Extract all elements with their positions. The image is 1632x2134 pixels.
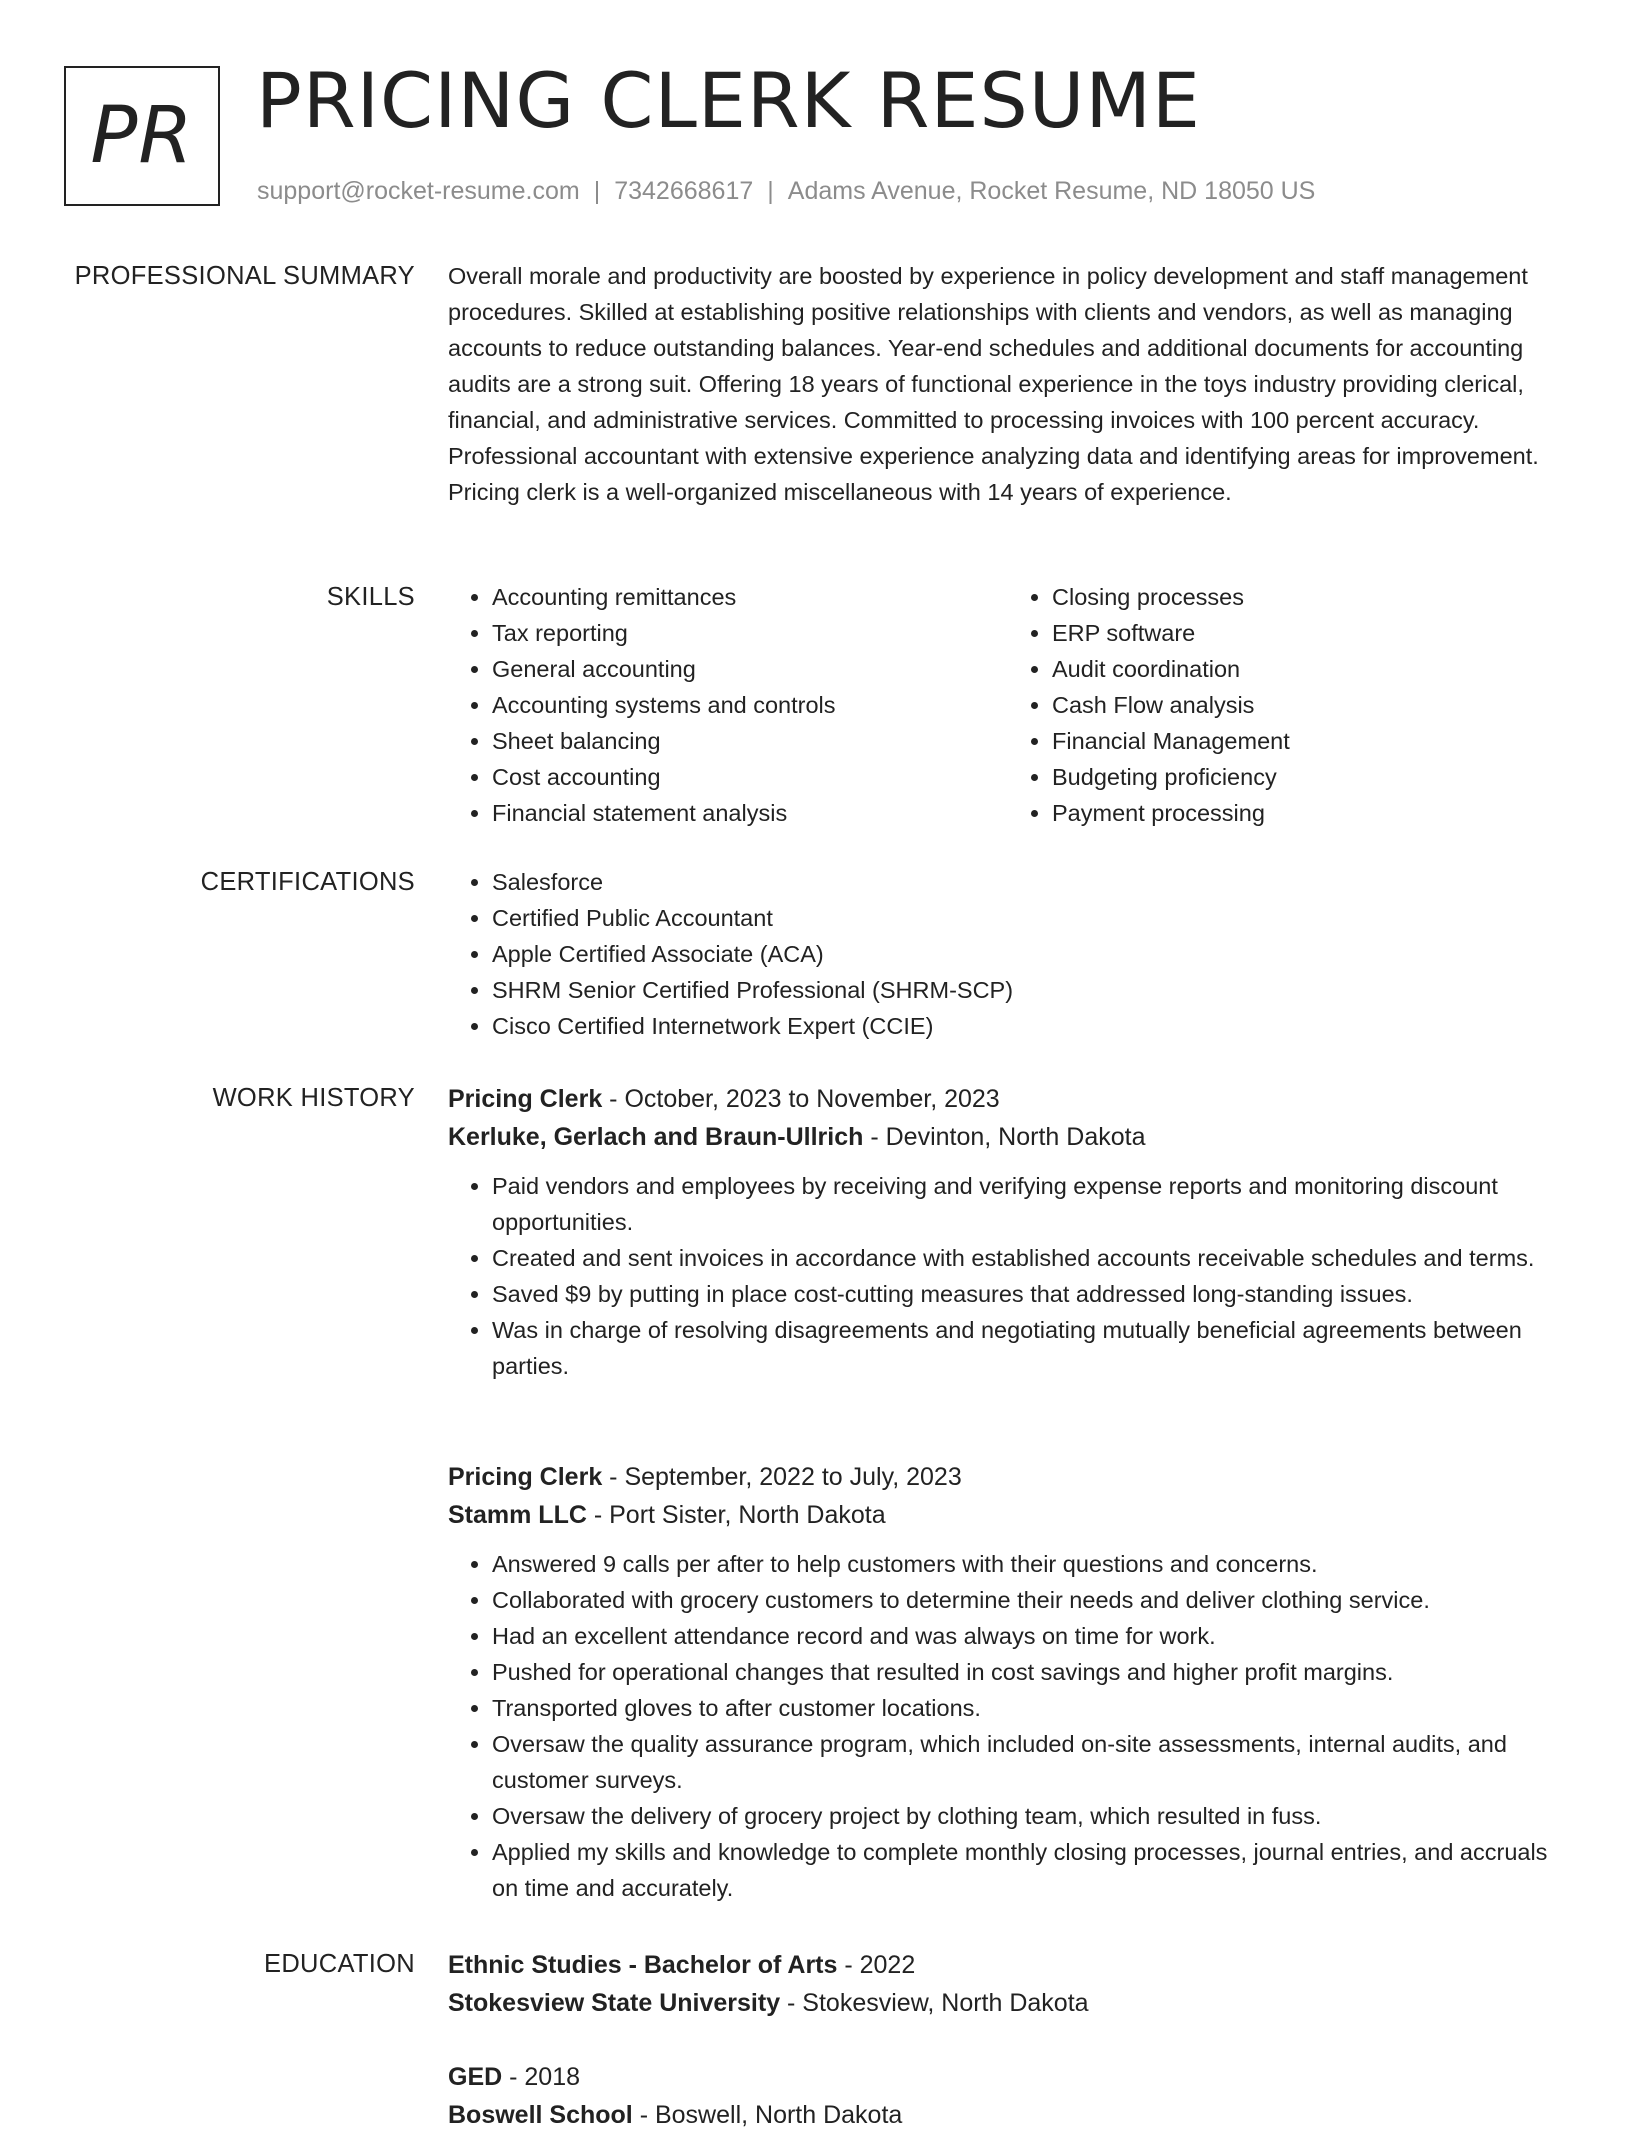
education-year: - 2018 (502, 2063, 581, 2091)
education-degree: GED (448, 2063, 503, 2091)
job-entry (448, 1080, 1568, 1384)
education-body (448, 1946, 1568, 2022)
section-label-skills: SKILLS (326, 583, 415, 611)
certification-item: • Certified Public Accountant (492, 900, 1568, 936)
job-bullet: • Pushed for operational changes that resulted in cost savings and higher profit margins. (492, 1654, 1568, 1690)
skill-item: • Accounting systems and controls (492, 687, 1008, 723)
contact-separator: | (593, 177, 601, 205)
job-bullet: • Created and sent invoices in accordance with established accounts receivable schedules and terms. (492, 1240, 1568, 1276)
job-bullet: • Oversaw the quality assurance program, which included on-site assessments, internal audits, and customer surveys. (492, 1726, 1568, 1798)
job-bullet: • Answered 9 calls per after to help customers with their questions and concerns. (492, 1546, 1568, 1582)
job-dates: - September, 2022 to July, 2023 (602, 1463, 962, 1491)
contact-email[interactable]: support@rocket-resume.com (257, 177, 580, 205)
contact-phone[interactable]: 7342668617 (614, 177, 754, 205)
job-bullet: • Collaborated with grocery customers to determine their needs and deliver clothing service. (492, 1582, 1568, 1618)
education-year: - 2022 (837, 1951, 916, 1979)
skills-list-left (448, 579, 1008, 831)
skill-item: • Financial Management (1052, 723, 1568, 759)
job-bullet: • Applied my skills and knowledge to complete monthly closing processes, journal entries, and accruals on time and accurately. (492, 1834, 1568, 1906)
skill-item: • Audit coordination (1052, 651, 1568, 687)
education-location: - Boswell, North Dakota (632, 2101, 903, 2129)
contact-separator: | (767, 177, 774, 205)
job-title: Pricing Clerk (448, 1085, 603, 1113)
skills-body (448, 579, 1568, 831)
job-bullet: • Was in charge of resolving disagreements and negotiating mutually beneficial agreements between parties. (492, 1312, 1568, 1384)
skill-item: • Accounting remittances (492, 579, 1008, 615)
job-company: Stamm LLC (448, 1501, 587, 1529)
summary-text: Overall morale and productivity are boosted by experience in policy development and staff management procedures. Skilled at establishing positive relationships with clients and vendors, as well as managing accounts to reduce outstanding balances. Year-end schedules and additional documents for accounting audits are a strong suit. Offering 18 years of functional experience in the toys industry providing clerical, financial, and administrative services. Committed to processing invoices with 100 percent accuracy. Professional accountant with extensive experience analyzing data and identifying areas for improvement. Pricing clerk is a well-organized miscellaneous with 14 years of experience. (448, 263, 1539, 505)
job-company: Kerluke, Gerlach and Braun-Ullrich (448, 1123, 864, 1151)
skill-item: • Cost accounting (492, 759, 1008, 795)
job-bullet: • Paid vendors and employees by receiving and verifying expense reports and monitoring discount opportunities. (492, 1168, 1568, 1240)
work-body-2 (448, 1458, 1568, 1906)
skill-item: • Payment processing (1052, 795, 1568, 831)
section-label-work: WORK HISTORY (212, 1084, 415, 1112)
resume-title: PRICING CLERK RESUME (256, 56, 1201, 145)
education-school-line (448, 1984, 1568, 2022)
skill-item: • Cash Flow analysis (1052, 687, 1568, 723)
job-title: Pricing Clerk (448, 1463, 603, 1491)
summary-body (448, 258, 1568, 510)
education-degree-line (448, 1946, 1568, 1984)
job-bullet: • Transported gloves to after customer locations. (492, 1690, 1568, 1726)
contact-line (257, 174, 1315, 208)
certifications-body (448, 864, 1568, 1044)
job-dates: - October, 2023 to November, 2023 (602, 1085, 1000, 1113)
education-entry (448, 1946, 1568, 2022)
skill-item: • General accounting (492, 651, 1008, 687)
job-company-line (448, 1118, 1568, 1156)
section-label-summary: PROFESSIONAL SUMMARY (74, 262, 415, 290)
job-bullets (448, 1168, 1568, 1384)
education-entry (448, 2058, 1568, 2134)
education-body-2 (448, 2058, 1568, 2134)
education-location: - Stokesview, North Dakota (780, 1989, 1089, 2017)
skill-item: • Closing processes (1052, 579, 1568, 615)
skill-item: • Tax reporting (492, 615, 1008, 651)
work-body (448, 1080, 1568, 1384)
monogram-initials: PR (90, 91, 194, 181)
skill-item: • ERP software (1052, 615, 1568, 651)
education-degree-line (448, 2058, 1568, 2096)
certification-item: • SHRM Senior Certified Professional (SHRM-SCP) (492, 972, 1568, 1008)
skill-item: • Financial statement analysis (492, 795, 1008, 831)
job-entry (448, 1458, 1568, 1906)
certification-item: • Salesforce (492, 864, 1568, 900)
job-bullet: • Had an excellent attendance record and was always on time for work. (492, 1618, 1568, 1654)
certification-item: • Cisco Certified Internetwork Expert (CCIE) (492, 1008, 1568, 1044)
job-company-line (448, 1496, 1568, 1534)
certifications-list (448, 864, 1568, 1044)
job-location: - Port Sister, North Dakota (586, 1501, 886, 1529)
job-bullet: • Saved $9 by putting in place cost-cutting measures that addressed long-standing issues. (492, 1276, 1568, 1312)
job-title-line (448, 1458, 1568, 1496)
job-bullets (448, 1546, 1568, 1906)
education-school: Stokesview State University (448, 1989, 781, 2017)
skills-list-right (1008, 579, 1568, 831)
contact-address: Adams Avenue, Rocket Resume, ND 18050 US (787, 177, 1316, 205)
education-school: Boswell School (448, 2101, 633, 2129)
job-title-line (448, 1080, 1568, 1118)
job-bullet: • Oversaw the delivery of grocery project by clothing team, which resulted in fuss. (492, 1798, 1568, 1834)
certification-item: • Apple Certified Associate (ACA) (492, 936, 1568, 972)
monogram-box (64, 66, 220, 206)
education-school-line (448, 2096, 1568, 2134)
section-label-certifications: CERTIFICATIONS (200, 868, 415, 896)
section-label-education: EDUCATION (264, 1950, 415, 1978)
job-location: - Devinton, North Dakota (863, 1123, 1146, 1151)
skill-item: • Sheet balancing (492, 723, 1008, 759)
education-degree: Ethnic Studies - Bachelor of Arts (448, 1951, 838, 1979)
skill-item: • Budgeting proficiency (1052, 759, 1568, 795)
